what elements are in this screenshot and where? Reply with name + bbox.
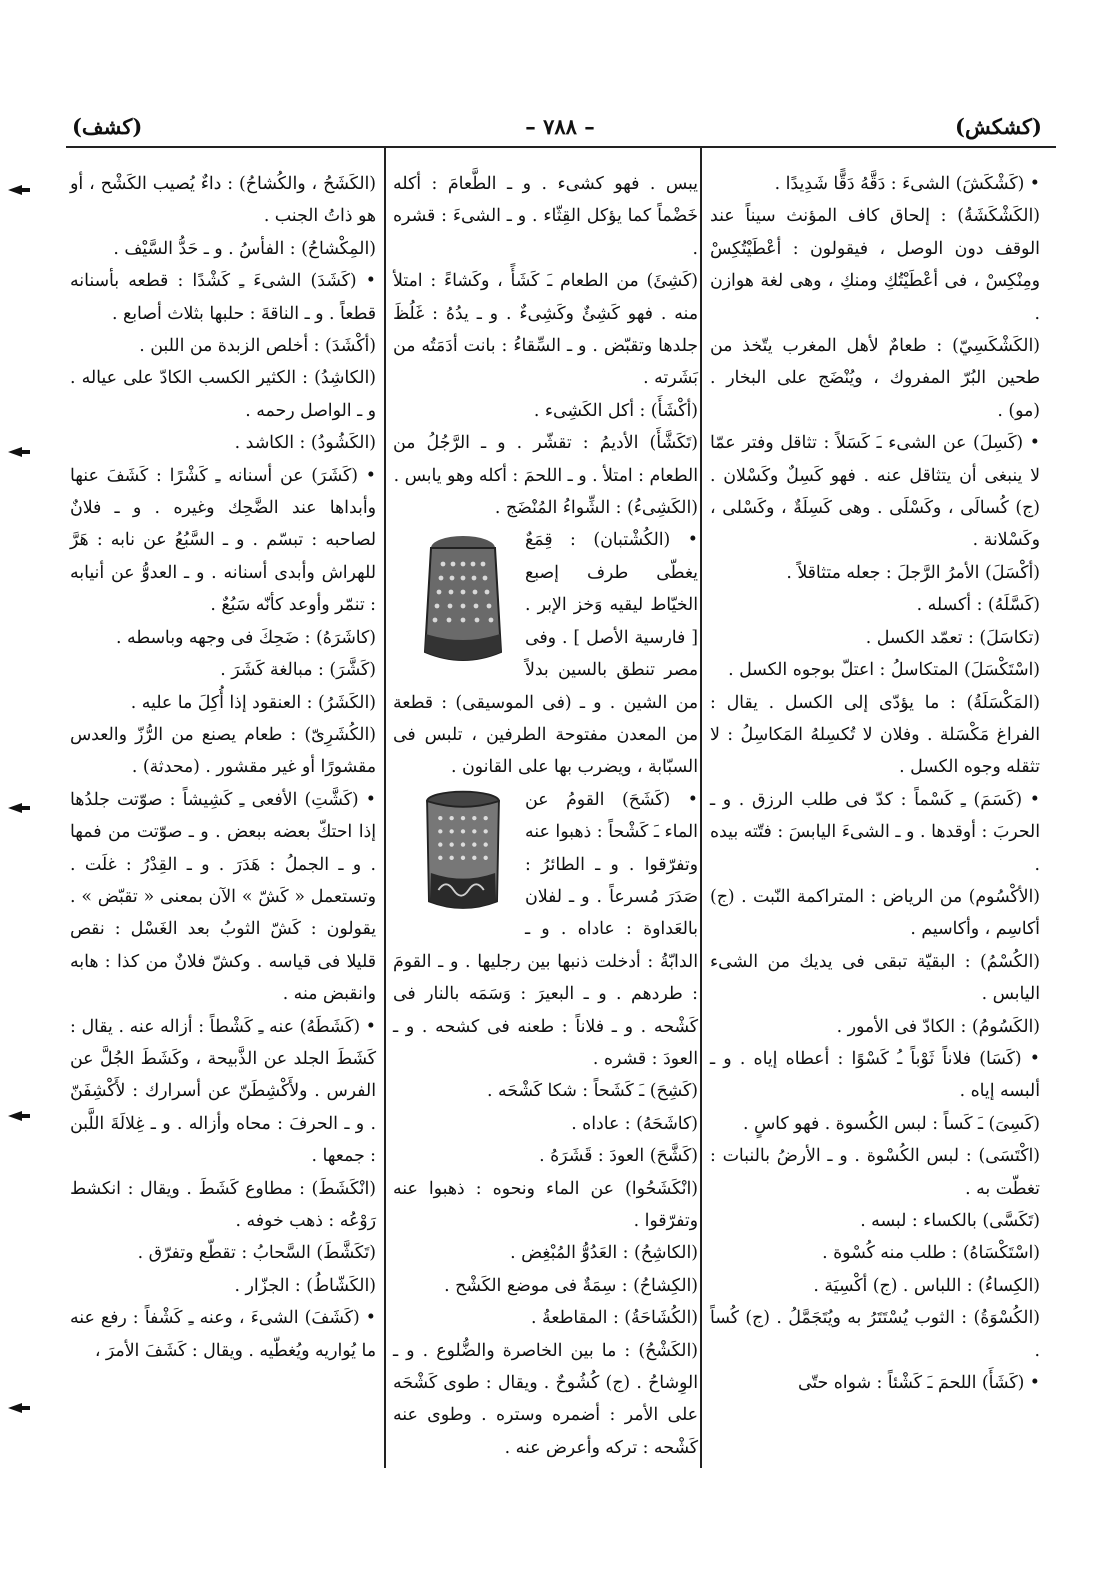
header-entry-right: (كشكش) [955,114,1042,139]
entry: (كاشَرَهُ) : ضَحِكَ فى وجهه وباسطه . [116,627,376,648]
column-left [70,168,376,1367]
entry: (الكَسُومُ) : الكادّ فى الأمور . [836,1016,1040,1037]
entry: (الكُسْمُ) : البقيّة تبقى فى يديك من الشىء اليابس . [710,951,1040,1005]
entry: • (كَسَا) فلاناً ثَوْباً ـُ كَسْوًا : أعطاه إياه . و ـ ألبسه إياه . [710,1048,1040,1102]
margin-arrow-icon [8,1110,30,1122]
entry: (كَسِىَ) ـَ كَساً : لبس الكُسوة . فهو كاسٍ . [742,1113,1040,1134]
entry: • (الكُشْتبان) : قِمَعٌ يغطّى طرف إصبع الخيّاط ليقيه وَخز الإبر . [ فارسية الأصل ] . وفى مصر تنطق بالسين بدلاً من الشين . و ـ (فى الموسيقى) : قطعة من المعدن مفتوحة الطرفين ، تلبس فى السبّابة ، ويضرب بها على القانون . [393,530,698,778]
entry: • (كَسَمَ) ـِ كَسْماً : كدّ فى طلب الرزق . و ـ الحربَ : أوقدها . و ـ الشىءَ اليابسَ : فتّته بيده . [710,789,1040,875]
margin-arrow-icon [8,1402,30,1414]
margin-arrow-icon [8,184,30,196]
entry: (أكْشَدَ) : أخلص الزبدة من اللبن . [139,336,376,357]
column-right [710,168,1040,1399]
page-header [70,108,1050,148]
entry: (الكَشْكَسِيّ) : طعامٌ لأهل المغرب يتّخذ من طحين البُرّ المفروك ، ويُنْضَج على البخار . (مو) . [710,336,1040,421]
entry: • (كَشَرَ) عن أسنانه ـِ كَشْرًا : كَشَفَ عنها وأبداها عند الضَّحِك وغيره . و ـ فلانٌ لصاحبه : تبسّم . و ـ السَّبُعُ عن نابه : هَرَّ للهراش وأبدى أسنانه . و ـ العدوُّ عن أنيابه : تنمّر وأوعد كأنّه سَبُعٌ . [70,465,376,616]
header-rule [66,146,1056,148]
entry: (كَشِحَ) ـَ كَشَحاً : شكا كَشْحَه . [486,1081,698,1102]
column-divider-right [700,148,702,1468]
entry: (الكِساءُ) : اللباس . (ج) أكْسِيَة . [813,1275,1040,1296]
page-number: – ٧٨٨ – [525,114,595,139]
entry: • (كَشَطَهُ) عنه ـِ كَشْطاً : أزاله عنه . يقال : كَشَطَ الجلد عن الذَّبيحة ، وكَشَطَ الجُلَّ عن الفرس . ولأَكْشِطَنّ عن أسرارك : لأَكْشِفَنّ . و ـ الحرفَ : محاه وأزاله . و ـ غِلالَةَ اللَّبن : جمعها . [70,1016,376,1167]
column-middle [393,168,698,1464]
entry: (أكْسَلَ) الأمرُ الرَّجلَ : جعله متثاقلاً . [786,562,1040,583]
entry: (المِكْشاحُ) : الفأسُ . و ـ حَدُّ السَّيْف . [113,238,376,259]
entry: (أكْشَأَ) : أكل الكَشِىء . [533,400,698,421]
entry: (الكُشَاحَةُ) : المقاطعةُ . [531,1308,698,1329]
entry: • (كَشَأَ) اللحمَ ـَ كَشْئاً : شواه حتّى [797,1373,1040,1394]
thimble-icon [403,526,523,672]
entry: (الكَشّاطُ) : الجزّار . [234,1275,376,1296]
entry: (تَكَشَّأَ) الأديمُ : تقشّر . و ـ الرَّجُلُ من الطعام : امتلأ . و ـ اللحمَ : أكله وهو يابس . [393,433,698,486]
thimble-ring-icon [403,786,523,924]
entry: (الكِشاحُ) : سِمَةٌ فى موضع الكَشْح . [444,1275,698,1296]
entry: (انْكَشَطَ) : مطاوع كَشَطَ . ويقال : انكشط رَوْعُه : ذهب خوفه . [70,1178,376,1231]
entry: (الكَشْكَشَةُ) : إلحاق كاف المؤنث سيناً عند الوقف دون الوصل ، فيقولون : أعْطَيْتُكِسْ ومِنْكِسْ ، فى أعْطَيْتُكِ ومنكِ ، وهى لغة هوازن . [710,206,1040,324]
entry: (الكَشَرُ) : العنقود إذا أُكِلَ ما عليه . [130,692,376,713]
entry: (الكَشَحُ ، والكُشاحُ) : داءٌ يُصيب الكَشْح ، أو هو ذاتُ الجنب . [70,174,376,227]
entry: (الكاشِحُ) : العَدُوُّ المُبْغِض . [510,1243,698,1264]
entry: (اكْتَسَى) : لبس الكُسْوة . و ـ الأرضُ بالنبات : تغطّت به . [710,1146,1040,1199]
entry: (الكَشْحُ) : ما بين الخاصرة والضُّلوع . و ـ الوِشاحُ . (ج) كُشُوحٌ . ويقال : طوى كَشْحَه على الأمر : أضمره وستره . وطوى عنه كَشْحه : تركه وأعرض عنه . [393,1340,698,1458]
entry: (تَكَشَّطَ) السَّحابُ : تقطّع وتفرّق . [137,1243,376,1264]
entry: • (كَشَحَ) القومُ عن الماء ـَ كَشْحاً : ذهبوا عنه وتفرّقوا . و ـ الطائرُ : صَدَرَ مُسرعاً . و ـ لفلان بالعَداوة : عاداه . و ـ الدابّةُ : أدخلت ذنبها بين رجليها . و ـ القومَ : طردهم . و ـ البعيرَ : وَسَمَه بالنار فى كَشْحه . و ـ فلاناً : طعنه فى كشحه . و ـ العودَ : قشره . [393,789,698,1069]
entry: • (كَسِلَ) عن الشىء ـَ كَسَلاً : تثاقل وفتر عمّا لا ينبغى أن يتثاقل عنه . فهو كَسِلٌ وكَسْلان . (ج) كُسالَى ، وكَسْلَى . وهى كَسِلَةٌ ، وكَسْلى ، وكَسْلانة . [710,433,1040,551]
entry: (تكاسَلَ) : تعمّد الكسل . [865,627,1040,648]
entry: (كاشَحَهُ) : عاداه . [571,1113,698,1134]
entry: (الكُسْوَةُ) : الثوب يُسْتَتَرُ به ويُتَجَمَّلُ . (ج) كُساً . [710,1308,1040,1361]
entry: (تَكَسَّى) بالكساء : لبسه . [860,1211,1040,1231]
entry: • (كَشَّتِ) الأفعى ـِ كَشِيشاً : صوّتت جلدُها إذا احتكّ بعضه ببعض . و ـ صوّتت من فمها . و ـ الجملُ : هَدَرَ . و ـ القِدْرُ : غلَت . وتستعمل « كَشّ » الآن بمعنى « تقبّض » . يقولون : كَشّ الثوبُ بعد الغَسْل : نقص قليلا فى قياسه . وكشّ فلانٌ من كذا : هابه وانقبض منه . [70,789,376,1005]
entry: يبس . فهو كشىء . و ـ الطَّعامَ : أكله خَضْماً كما يؤكل القِثّاء . و ـ الشىءَ : قشره . [393,174,698,259]
entry: (الأكْسُوم) من الرياض : المتراكمة النّبت . (ج) أكاسِم ، وأكاسيم . [710,886,1040,940]
entry: • (كَشَدَ) الشىءَ ـِ كَشْدًا : قطعه بأسنانه قطعاً . و ـ الناقةَ : حلبها بثلاث أصابع . [70,271,376,324]
entry: (الكاشِدُ) : الكثير الكسب الكادّ على عياله . و ـ الواصل رحمه . [70,368,376,421]
entry: (كَسَّلَهُ) : أكسله . [916,595,1040,616]
column-divider-left [384,148,386,1468]
entry: (المَكْسَلَةُ) : ما يؤدّى إلى الكسل . يقال : الفراغ مَكْسَلة . وفلان لا تُكسِلهُ المَكاسِلُ : لا تثقله وجوه الكسل . [710,692,1040,778]
entry: (كَشِئَ) من الطعام ـَ كَشَأً ، وكَشاءً : امتلأ منه . فهو كَشِئٌ وكَشِىءٌ . و ـ يدُهُ : غَلُظَ جلدها وتقبّض . و ـ السِّقاءُ : بانت أدَمَتُه من بَشَرته . [393,271,698,389]
entry: (كَشَّحَ) العودَ : قَشَرَهُ . [539,1146,698,1167]
margin-arrow-icon [8,802,30,814]
margin-arrow-icon [8,446,30,458]
entry: • (كَشْكَشَ) الشىءَ : دَقَّهُ دَقًّا شَدِيدًا . [774,174,1040,194]
header-entry-left: (كشف) [72,114,143,139]
entry: (الكُشَرِىّ) : طعام يصنع من الرُّزّ والعدس مقشورًا أو غير مقشور . (محدثة) . [70,724,376,778]
entry: • (كَشَفَ) الشىءَ ، وعنه ـِ كَشْفاً : رفع عنه ما يُواريه ويُغطّيه . ويقال : كَشَفَ الأمرَ ، [70,1308,376,1361]
entry: (الكَشِىءُ) : الشِّواءُ المُنْضَج . [494,498,698,519]
entry: (كَشَّرَ) : مبالغة كَشَرَ . [220,660,376,681]
entry: (اسْتَكْسَاهُ) : طلب منه كُسْوة . [822,1243,1040,1264]
entry: (انْكَشَحُوا) عن الماء ونحوه : ذهبوا عنه وتفرّقوا . [393,1178,698,1231]
entry: (الكَشُودُ) : الكاشد . [234,433,376,454]
entry: (اسْتَكْسَلَ) المتكاسلُ : اعتلّ بوجوه الكسل . [728,660,1040,681]
